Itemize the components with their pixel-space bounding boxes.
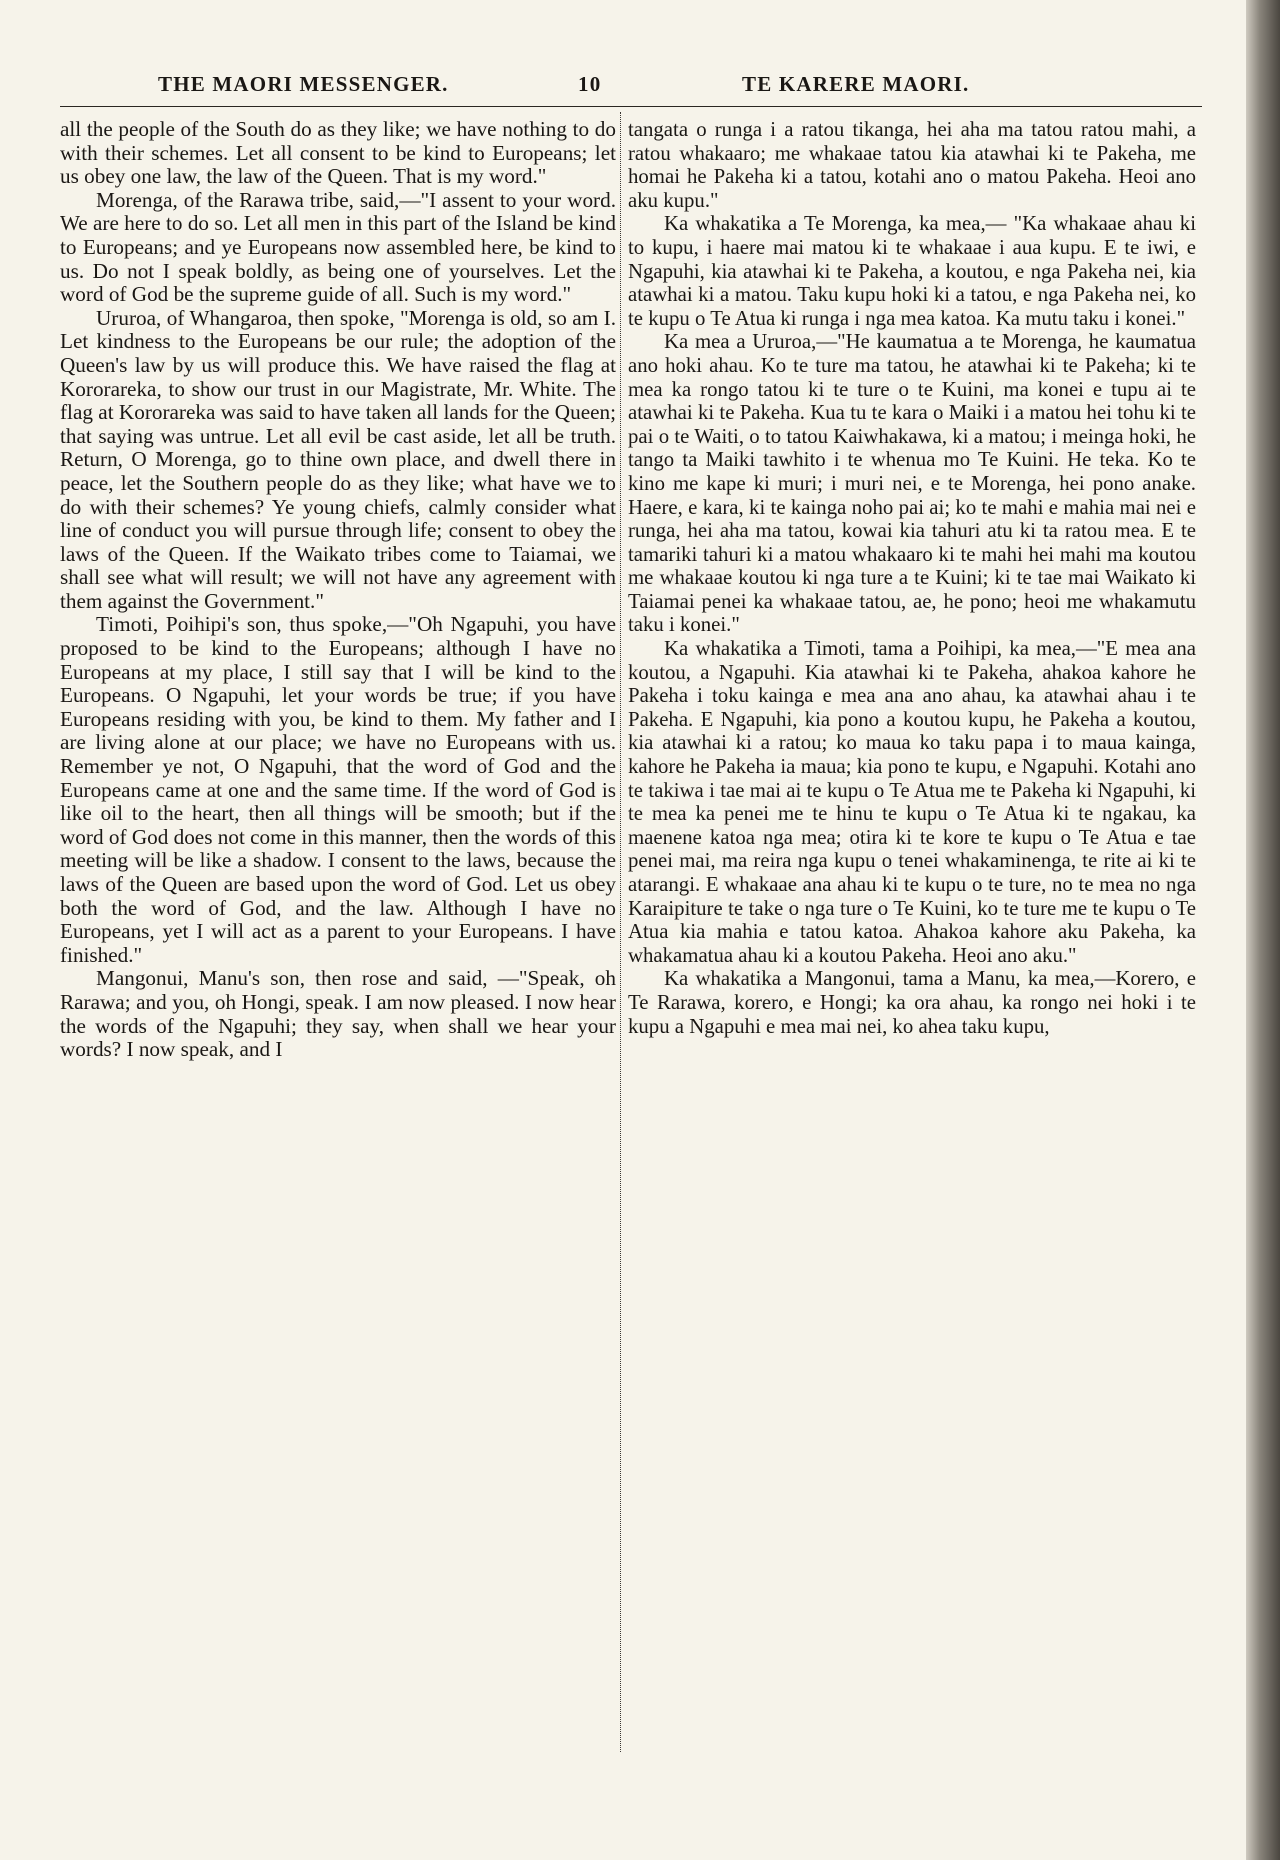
page-number: 10	[578, 72, 602, 96]
english-paragraph: Timoti, Poihipi's son, thus spoke,—"Oh Ngapuhi, you have proposed to be kind to the Europeans; although I have no Europeans at my place, I still say that I will be kind to the Europeans. O Ngapuhi, let your words be true; if you have Europeans residing with you, be kind to them. My father and I are living alone at our place; we have no Europeans with us. Remember ye not, O Ngapuhi, that the word of God and the Europeans came at one and the same time. If the word of God is like oil to the heart, then all things will be smooth; but if the word of God does not come in this manner, then the words of this meeting will be like a shadow. I consent to the laws, because the laws of the Queen are based upon the word of God. Let us obey both the word of God, and the law. Although I have no Europeans, yet I will act as a parent to your Europeans. I have finished."	[60, 612, 616, 967]
column-divider	[620, 112, 621, 1752]
maori-paragraph: tangata o runga i a ratou tikanga, hei aha ma tatou ratou mahi, a ratou whakaaro; me whakaae tatou kia atawhai ki te Pakeha, me homai he Pakeha ki a tatou, kotahi ano o matou Pakeha. Heoi ano aku kupu."	[628, 118, 1196, 212]
english-paragraph: Ururoa, of Whangaroa, then spoke, "Morenga is old, so am I. Let kindness to the Europeans be our rule; the adoption of the Queen's law by us will produce this. We have raised the flag at Kororareka, to show our trust in our Magistrate, Mr. White. The flag at Kororareka was said to have taken all lands for the Queen; that saying was untrue. Let all evil be cast aside, let all be truth. Return, O Morenga, go to thine own place, and dwell there in peace, let the Southern people do as they like; what have we to do with their schemes? Ye young chiefs, calmly consider what line of conduct you will pursue through life; consent to obey the laws of the Queen. If the Waikato tribes come to Taiamai, we shall see what will result; we will not have any agreement with them against the Government."	[60, 305, 616, 613]
maori-paragraph: Ka mea a Ururoa,—"He kaumatua a te Morenga, he kaumatua ano hoki ahau. Ko te ture ma tatou, he atawhai ki te Pakeha; ki te mea ka rongo tatou ki te ture o te Kuini, ma konei e tupu ai te atawhai ki te Pakeha. Kua tu te kara o Maiki i a matou hei tohu ki te pai o te Waiti, o to tatou Kaiwhakawa, ki a matou; i meinga hoki, he tango ta Maiki tawhito i te whenua mo Te Kuini. He teka. Ko te kino me kape ki muri; i muri nei, e te Morenga, hei pono anake. Haere, e kara, ki te kainga noho pai ai; ko te mahi e mahia mai nei e runga, hei aha ma tatou, kowai kia tahuri atu ki ta ratou mea. E te tamariki tahuri ki a matou whakaaro ki te mahi hei mahi ma koutou me whakaae koutou ki nga ture a te Kuini; ki te tae mai Waikato ki Taiamai penei ka whakaae tatou, ae, he pono; heoi me whakamutu taku i konei."	[628, 330, 1196, 637]
header-rule	[60, 106, 1202, 107]
maori-paragraph: Ka whakatika a Te Morenga, ka mea,— "Ka whakaae ahau ki to kupu, i haere mai matou ki te whakaae i aua kupu. E te iwi, e Ngapuhi, kia atawhai ki te Pakeha, a koutou, e nga Pakeha nei, kia atawhai ki a matou. Taku kupu hoki ki a tatou, e nga Pakeha nei, ko te kupu o Te Atua ki runga i nga mea katoa. Ka mutu taku i konei."	[628, 212, 1196, 330]
english-column	[60, 118, 616, 1758]
maori-column	[628, 118, 1196, 1758]
maori-paragraph: Ka whakatika a Timoti, tama a Poihipi, ka mea,—"E mea ana koutou, a Ngapuhi. Kia atawhai ki te Pakeha, ahakoa kahore he Pakeha i toku kainga e mea ana ano ahau, ka atawhai ahau i te Pakeha. E Ngapuhi, kia pono a koutou kupu, he Pakeha a koutou, kia atawhai ki a ratou; ko maua ko taku papa i to maua kainga, kahore he Pakeha ia maua; kia pono te kupu, e Ngapuhi. Kotahi ano te takiwa i tae mai ai te kupu o Te Atua me te Pakeha ki Ngapuhi, ki te mea ka penei me te hinu te kupu o Te Atua ki te ngakau, ka maenene katoa nga mea; otira ki te kore te kupu o Te Atua e tae penei mai, ma reira nga kupu o tenei whakaminenga, te rite ai ki te atarangi. E whakaae ana ahau ki te kupu o te ture, no te mea no nga Karaipiture te take o nga ture o Te Kuini, ko te ture me te kupu o Te Atua kia mahia e tatou katoa. Ahakoa kahore aku Pakeha, ka whakamatua ahau ki a koutou Pakeha. Heoi ano aku."	[628, 637, 1196, 967]
english-paragraph: Mangonui, Manu's son, then rose and said, —"Speak, oh Rarawa; and you, oh Hongi, speak. I am now pleased. I now hear the words of the Ngapuhi; they say, when shall we hear your words? I now speak, and I	[60, 966, 616, 1062]
english-paragraph: all the people of the South do as they like; we have nothing to do with their schemes. Let all consent to be kind to Europeans; let us obey one law, the law of the Queen. That is my word."	[60, 118, 616, 189]
page-header	[60, 62, 1200, 102]
maori-paragraph: Ka whakatika a Mangonui, tama a Manu, ka mea,—Korero, e Te Rarawa, korero, e Hongi; ka ora ahau, ka rongo nei hoki i te kupu a Ngapuhi e mea mai nei, ko ahea taku kupu,	[628, 967, 1196, 1038]
english-paragraph: Morenga, of the Rarawa tribe, said,—"I assent to your word. We are here to do so. Let all men in this part of the Island be kind to Europeans; and ye Europeans now assembled here, be kind to us. Do not I speak boldly, as being one of yourselves. Let the word of God be the supreme guide of all. Such is my word."	[60, 187, 616, 307]
book-spine-shadow	[1246, 0, 1280, 1860]
header-title-english: THE MAORI MESSENGER.	[158, 72, 449, 96]
header-title-maori: TE KARERE MAORI.	[742, 72, 970, 96]
